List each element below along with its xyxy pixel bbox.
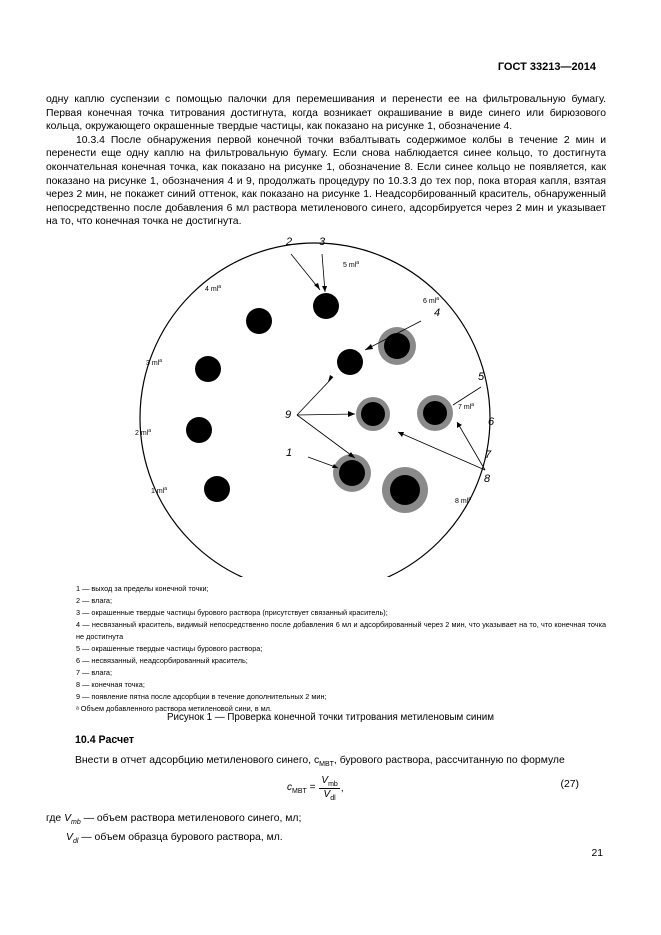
var-v1: V: [64, 813, 71, 824]
label-1ml: 1 $ml^a$: [151, 486, 168, 495]
body-text: [46, 93, 606, 229]
spot-9-adsorbed: [337, 349, 363, 375]
spot-6ml: [384, 333, 410, 359]
legend-item-2: 2 — влага;: [76, 596, 113, 605]
paragraph-10-3-4: 10.3.4 После обнаружения первой конечной точки взбалтывать содержимое колбы в течение 2 мин и перенести еще одну каплю на фильтровальную бумагу. Если снова наблюдается синее кольцо, то достигнута окончательная конечная точка, как показано на рисунке 1, обозначение 8. Если синее кольцо не появляется, как показано на рисунке 1, обозначения 4 и 9, продолжать процедуру по 10.3.3 до тех пор, пока вторая капля, взятая через 2 мин, не покажет синий оттенок, как показано на рисунке 1. Неадсорбированный краситель, обнаруженный непосредственно после добавления 6 мл раствора метиленового синего, адсорбируется через 2 мин и указывает на то, что конечная точка не достигнута.: [46, 134, 606, 228]
callout-6: 6: [488, 416, 495, 428]
legend-item-1: 1 — выход за пределы конечной точки;: [76, 584, 209, 593]
intro-text: Внести в отчет адсорбцию метиленового синего, c: [75, 755, 320, 766]
label-2ml: 2 $ml^a$: [135, 428, 152, 437]
legend-item-7: 7 — влага;: [76, 668, 113, 677]
spot-9: [361, 402, 385, 426]
var-v2: V: [66, 832, 73, 844]
section-title: 10.4 Расчет: [75, 734, 135, 746]
spot-3ml: [195, 356, 221, 382]
var-v1-sub: mb: [71, 819, 81, 827]
equation-number: (27): [560, 779, 579, 790]
figure-caption: Рисунок 1 — Проверка конечной точки титрования метиленовым синим: [166, 712, 495, 723]
formula-trail: ,: [340, 783, 344, 794]
spot-4ml: [246, 308, 272, 334]
formula-27: [286, 775, 345, 802]
formula-lhs-sub: MBT: [292, 788, 307, 795]
callout-4: 4: [434, 307, 441, 319]
legend-item-3: 3 — окрашенные твердые частицы бурового раствора (присутствует связанный краситель);: [76, 608, 388, 617]
figure-filter-paper: [100, 232, 540, 577]
spot-2ml: [186, 417, 212, 443]
formula-num-sub: mb: [328, 781, 338, 788]
intro-sentence: [75, 755, 615, 768]
var-v2-desc: — объем образца бурового раствора, мл.: [78, 832, 283, 844]
callout-1: 1: [286, 447, 293, 459]
legend-item-5: 5 — окрашенные твердые частицы бурового раствора;: [76, 644, 263, 653]
spot-8ml: [390, 475, 420, 505]
callout-8: 8: [484, 473, 491, 485]
formula-eq: =: [309, 782, 316, 793]
legend-item-4: 4 — несвязанный краситель, видимый непосредственно после добавления 6 мл и адсорбированный через 2 мин, что указывает на то, что конечная точка не достигнута: [76, 620, 606, 641]
label-7ml: 7 $ml^a$: [458, 402, 475, 411]
spot-5ml: [313, 293, 339, 319]
page-number: 21: [591, 848, 603, 859]
intro-sub: MBT: [319, 761, 334, 769]
label-8ml: 8 $ml^a$: [455, 496, 472, 505]
label-3ml: 3 $ml^a$: [146, 358, 163, 367]
legend-item-9: 9 — появление пятна после адсорбции в течение дополнительных 2 мин;: [76, 692, 327, 701]
callout-9: 9: [285, 409, 292, 421]
callout-2: 2: [286, 236, 293, 248]
figure-legend: [46, 583, 606, 715]
var-v2-sub: dl: [72, 838, 79, 846]
callout-3: 3: [319, 236, 326, 248]
formula-lhs: c: [287, 782, 292, 793]
where-prefix: где: [46, 813, 62, 824]
callout-5: 5: [478, 371, 485, 383]
label-4ml: 4 $ml^a$: [205, 284, 222, 293]
formula-num: V: [321, 775, 329, 786]
variable-definitions: [46, 811, 301, 849]
spot-7ml: [423, 401, 447, 425]
var-v1-desc: — объем раствора метиленового синего, мл;: [80, 813, 302, 824]
label-5ml: 5 $ml^a$: [343, 260, 360, 269]
legend-item-8: 8 — конечная точка;: [76, 680, 145, 689]
formula-den-sub: dl: [330, 795, 336, 802]
callout-7: 7: [485, 449, 492, 461]
definition-vmb: [46, 811, 301, 830]
page-header: ГОСТ 33213—2014: [497, 61, 596, 73]
volume-labels: [135, 260, 474, 505]
spot-1: [339, 460, 365, 486]
paragraph-continued: одну каплю суспензии с помощью палочки для перемешивания и перенести ее на фильтровальную бумагу. Первая конечная точка титрования достигнута, когда возникает окрашивание в виде синего или бирюзового кольца, окружающего окрашенные твердые частицы, как показано на рисунке 1, обозначение 4.: [46, 94, 606, 133]
legend-footnote-a: ᵃ Объем добавленного раствора метиленовой сини, в мл.: [76, 704, 272, 713]
intro-tail: , бурового раствора, рассчитанную по формуле: [333, 755, 565, 766]
formula-den: V: [323, 789, 331, 800]
label-6ml: 6 $ml^a$: [423, 296, 440, 305]
legend-item-6: 6 — несвязанный, неадсорбированный краситель;: [76, 656, 248, 665]
spot-1ml: [204, 476, 230, 502]
definition-vdl: [46, 830, 301, 849]
